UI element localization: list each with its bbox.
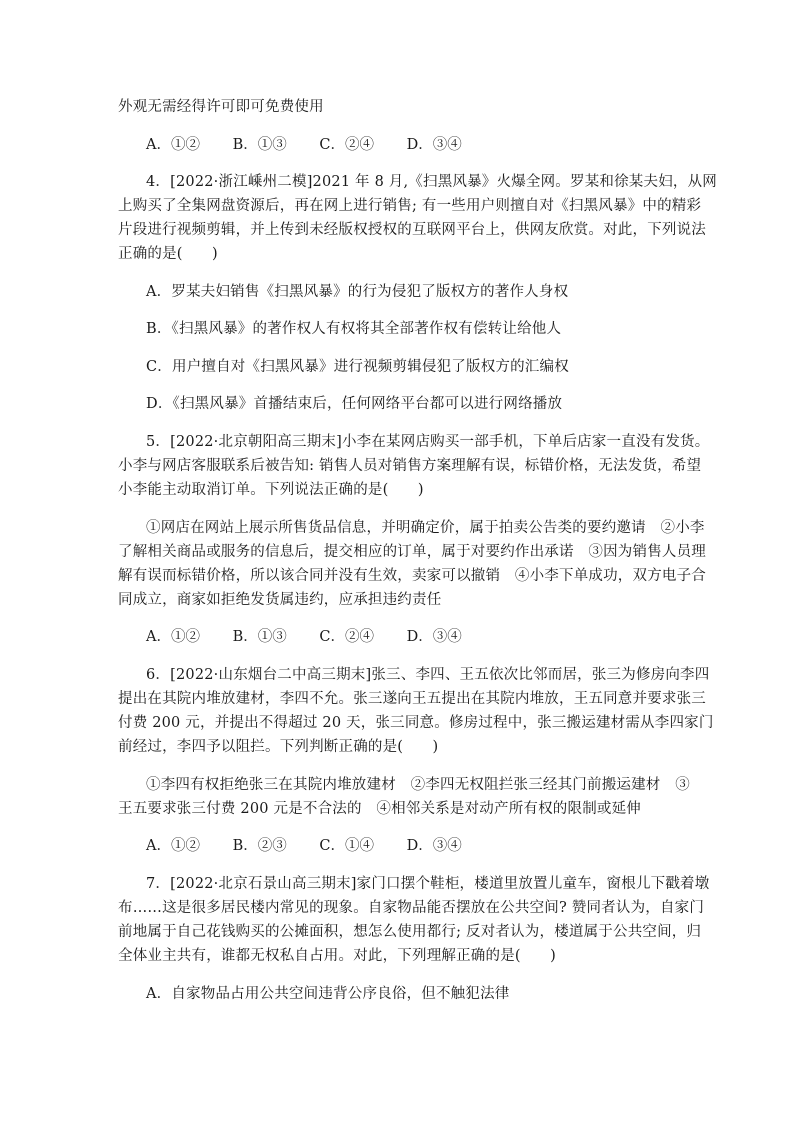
statement-line: 王五要求张三付费 200 元是不合法的 ④相邻关系是对动产所有权的限制或延伸 <box>118 801 641 817</box>
statement-line: 解有误而标错价格，所以该合同并没有生效，卖家可以撤销 ④小李下单成功，双方电子合 <box>118 568 706 584</box>
choice-a: A．罗某夫妇销售《扫黑风暴》的行为侵犯了版权方的著作人身权 <box>146 284 569 300</box>
text-line: 片段进行视频剪辑，并上传到未经版权授权的互联网平台上，供网友欣赏。对此，下列说法 <box>118 222 706 238</box>
statement-line: ①网店在网站上展示所售货品信息，并明确定价，属于拍卖公告类的要约邀请 ②小李 <box>146 520 705 536</box>
option-a: A．①② <box>146 137 200 153</box>
text-line: 布……这是很多居民楼内常见的现象。自家物品能否摆放在公共空间? 赞同者认为，自家门 <box>118 900 705 916</box>
option-b: B．①③ <box>232 137 287 153</box>
text-line: 前地属于自己花钱购买的公摊面积，想怎么使用都行; 反对者认为，楼道属于公共空间，归 <box>118 924 702 940</box>
text-line: 上购买了全集网盘资源后，再在网上进行销售; 有一些用户则擅自对《扫黑风暴》中的精彩 <box>118 198 702 214</box>
text-line: 正确的是( ) <box>118 246 218 262</box>
statement-line: 同成立，商家如拒绝发货属违约，应承担违约责任 <box>118 592 442 608</box>
text-line: 前经过，李四予以阻拦。下列判断正确的是( ) <box>118 739 439 755</box>
answer-options-q5 <box>146 627 490 647</box>
text-line: 小李与网店客服联系后被告知: 销售人员对销售方案理解有误，标错价格，无法发货，希望 <box>118 458 702 474</box>
answer-options-q3 <box>146 135 490 155</box>
answer-options-q6 <box>146 836 490 856</box>
choice-c: C．用户擅自对《扫黑风暴》进行视频剪辑侵犯了版权方的汇编权 <box>146 359 569 375</box>
option-b: B．②③ <box>232 838 287 854</box>
question-7-line: 7．[2022·北京石景山高三期末]家门口摆个鞋柜，楼道里放置儿童车，窗根儿下戳着墩 <box>146 876 710 892</box>
statement-line: ①李四有权拒绝张三在其院内堆放建材 ②李四无权阻拦张三经其门前搬运建材 ③ <box>146 777 690 793</box>
text-line: 小李能主动取消订单。下列说法正确的是( ) <box>118 482 424 498</box>
option-d: D．③④ <box>406 137 462 153</box>
text-line: 全体业主共有，谁都无权私自占用。对此，下列理解正确的是( ) <box>118 948 557 964</box>
statement-line: 了解相关商品或服务的信息后，提交相应的订单，属于对要约作出承诺 ③因为销售人员理 <box>118 544 706 560</box>
question-4-line: 4．[2022·浙江嵊州二模]2021 年 8 月,《扫黑风暴》火爆全网。罗某和徐某夫妇，从网 <box>146 174 718 190</box>
text-line: 外观无需经得许可即可免费使用 <box>118 99 324 115</box>
option-b: B．①③ <box>232 629 287 645</box>
option-c: C．②④ <box>319 137 374 153</box>
choice-b: B．《扫黑风暴》的著作权人有权将其全部著作权有偿转让给他人 <box>146 321 562 337</box>
text-line: 提出在其院内堆放建材，李四不允。张三遂向王五提出在其院内堆放，王五同意并要求张三 <box>118 691 706 707</box>
option-d: D．③④ <box>406 629 462 645</box>
option-c: C．①④ <box>319 838 374 854</box>
option-d: D．③④ <box>406 838 462 854</box>
question-6-line: 6．[2022·山东烟台二中高三期末]张三、李四、王五依次比邻而居，张三为修房向李四 <box>146 667 710 683</box>
choice-a: A．自家物品占用公共空间违背公序良俗，但不触犯法律 <box>146 986 510 1002</box>
choice-d: D．《扫黑风暴》首播结束后，任何网络平台都可以进行网络播放 <box>146 396 563 412</box>
option-c: C．②④ <box>319 629 374 645</box>
question-5-line: 5．[2022·北京朝阳高三期末]小李在某网店购买一部手机，下单后店家一直没有发货。 <box>146 434 710 450</box>
text-line: 付费 200 元，并提出不得超过 20 天，张三同意。修房过程中，张三搬运建材需从李四家门 <box>118 715 714 731</box>
option-a: A．①② <box>146 629 200 645</box>
option-a: A．①② <box>146 838 200 854</box>
